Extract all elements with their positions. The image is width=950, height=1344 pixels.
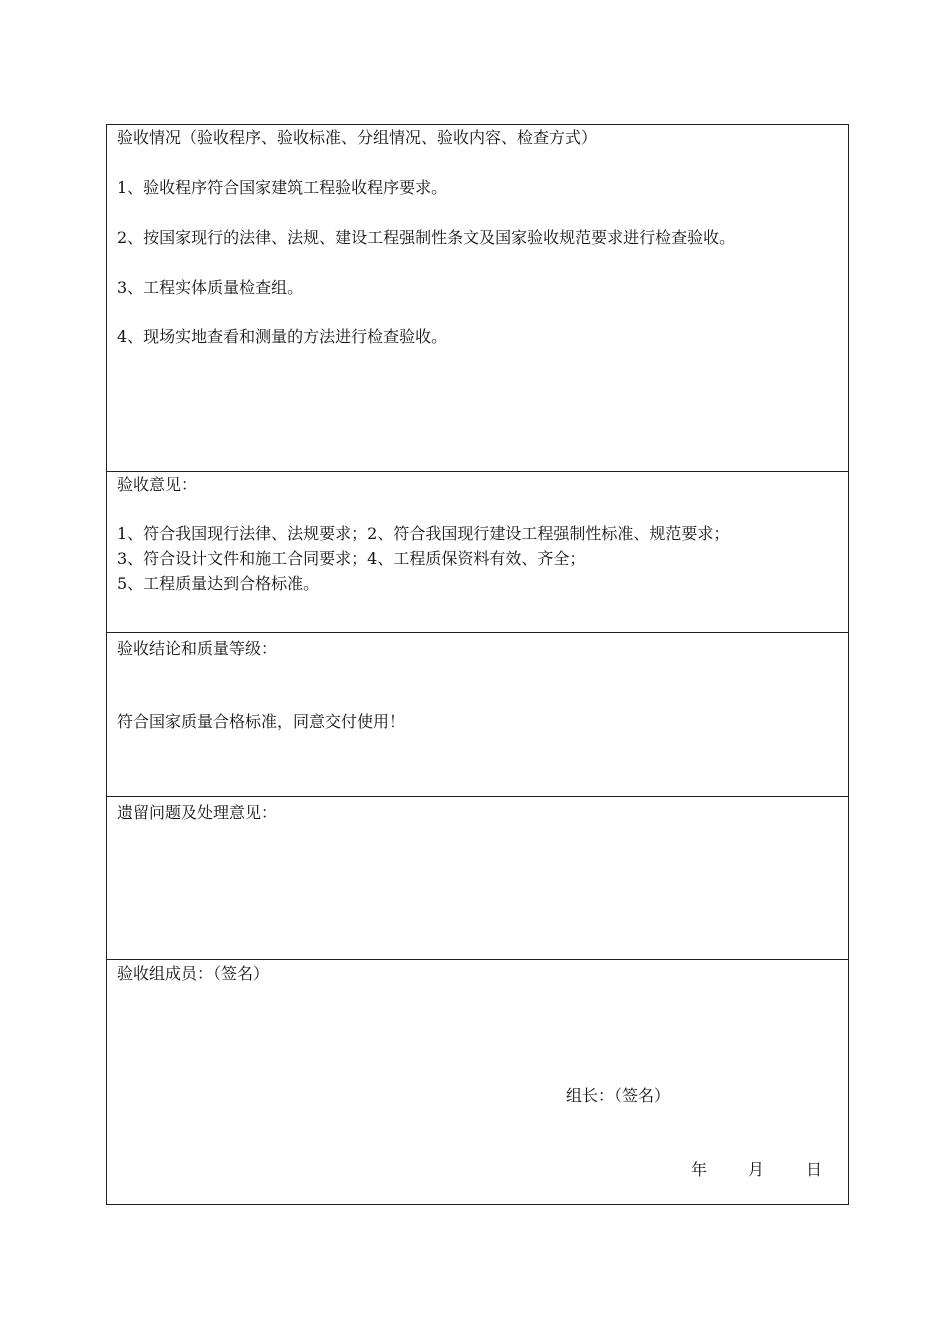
inspection-item: 1、验收程序符合国家建筑工程验收程序要求。	[117, 178, 448, 197]
opinion-line: 1、符合我国现行法律、法规要求；2、符合我国现行建设工程强制性标准、规范要求；	[117, 524, 730, 543]
inspection-item: 2、按国家现行的法律、法规、建设工程强制性条文及国家验收规范要求进行检查验收。	[117, 228, 736, 247]
members-heading: 验收组成员：（签名）	[117, 964, 270, 983]
conclusion-section	[107, 633, 848, 797]
inspection-section	[107, 125, 848, 472]
conclusion-text: 符合国家质量合格标准，同意交付使用！	[117, 712, 406, 731]
opinion-section	[107, 472, 848, 633]
issues-heading: 遗留问题及处理意见：	[117, 803, 278, 822]
inspection-item: 4、现场实地查看和测量的方法进行检查验收。	[117, 327, 448, 346]
opinion-line: 3、符合设计文件和施工合同要求；4、工程质保资料有效、齐全；	[117, 549, 586, 568]
date-month-label: 月	[748, 1160, 765, 1179]
date-year-label: 年	[691, 1160, 708, 1179]
opinion-heading: 验收意见：	[117, 475, 198, 494]
leader-signature-label: 组长：（签名）	[566, 1086, 671, 1105]
conclusion-heading: 验收结论和质量等级：	[117, 639, 278, 658]
inspection-heading: 验收情况（验收程序、验收标准、分组情况、验收内容、检查方式）	[117, 128, 598, 147]
members-section	[107, 960, 848, 1206]
acceptance-form-table	[106, 124, 849, 1205]
inspection-item: 3、工程实体质量检查组。	[117, 278, 304, 297]
date-day-label: 日	[806, 1160, 823, 1179]
issues-section	[107, 797, 848, 960]
opinion-line: 5、工程质量达到合格标准。	[117, 574, 320, 593]
